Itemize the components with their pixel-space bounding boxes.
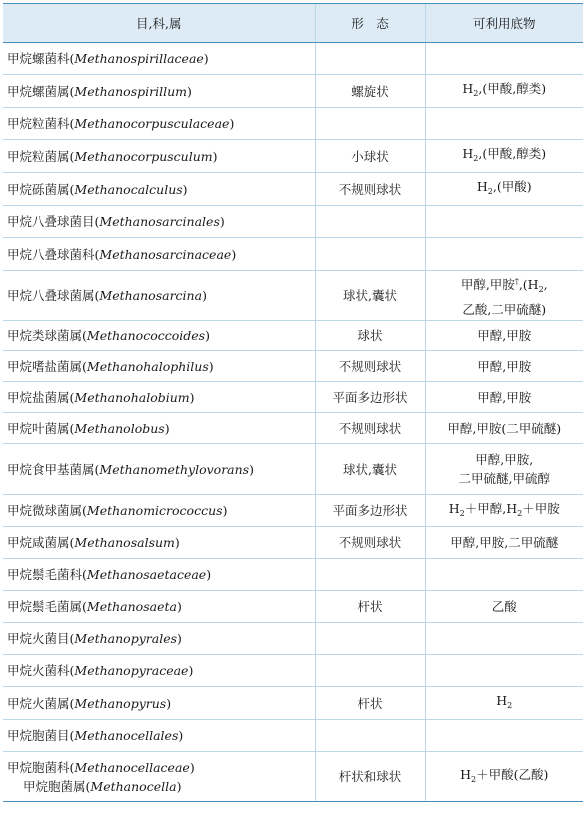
substrate-cell	[425, 206, 583, 238]
table-row	[3, 43, 583, 75]
morphology-cell: 球状,囊状	[315, 444, 425, 495]
taxon-latin: Methanomicrococcus	[86, 503, 223, 518]
taxon-cell: 甲烷粒菌属(Methanocorpusculum)	[3, 140, 315, 173]
table-row	[3, 108, 583, 140]
table-row	[3, 495, 583, 527]
taxon-latin: Methanocorpusculaceae	[74, 116, 230, 131]
taxon-latin: Methanocalculus	[74, 181, 183, 197]
taxon-cell: 甲烷微球菌属(Methanomicrococcus)	[3, 495, 315, 527]
substrate-cell: 甲醇,甲胺, 二甲硫醚,甲硫醇	[425, 444, 583, 495]
taxon-latin: Methanocellales	[74, 728, 179, 743]
taxon-cell: 甲烷嗜盐菌属(Methanohalophilus)	[3, 351, 315, 382]
substrate-cell	[425, 623, 583, 655]
substrate-cell: $H_2$,(甲酸,醇类)	[425, 75, 583, 108]
substrate-cell: 甲醇,甲胺(二甲硫醚)	[425, 413, 583, 444]
taxon-latin: Methanocella	[90, 778, 177, 794]
substrate-cell	[425, 43, 583, 75]
table-row	[3, 271, 583, 321]
taxon-name: 甲烷火菌属	[7, 695, 70, 711]
morphology-cell: 球状,囊状	[315, 271, 425, 321]
morphology-cell	[315, 108, 425, 140]
morphology-cell: 平面多边形状	[315, 382, 425, 413]
morphology-cell	[315, 720, 425, 752]
taxon-latin: Methanohalophilus	[86, 358, 209, 374]
taxon-latin: Methanosaetaceae	[86, 567, 207, 582]
substrate-cell: 甲醇,甲胺	[425, 382, 583, 413]
table-row	[3, 687, 583, 720]
taxon-cell: 甲烷砾菌属(Methanocalculus)	[3, 173, 315, 206]
taxon-cell: 甲烷火菌科(Methanopyraceae)	[3, 655, 315, 687]
substrate-cell	[425, 238, 583, 271]
taxon-cell: 甲烷螺菌属(Methanospirillum)	[3, 75, 315, 108]
taxon-latin: Methanopyrales	[74, 631, 178, 646]
taxon-name: 甲烷胞菌目	[7, 728, 70, 743]
taxon-latin: Methanosarcina	[99, 288, 203, 303]
taxon-cell: 甲烷类球菌属(Methanococcoides)	[3, 321, 315, 351]
substrate-cell: 甲醇,甲胺,二甲硫醚	[425, 527, 583, 559]
taxon-latin: Methanopyrus	[74, 695, 167, 711]
taxon-name: 甲烷螺菌属	[7, 83, 70, 99]
taxon-name: 甲烷粒菌科	[7, 116, 70, 131]
morphology-cell: 平面多边形状	[315, 495, 425, 527]
morphology-cell	[315, 559, 425, 591]
taxon-latin: Methanomethylovorans	[99, 461, 250, 477]
substrate-cell: 甲醇,甲胺$^\dagger,(H_2$, 乙酸,二甲硫醚)	[425, 271, 583, 321]
taxon-cell: 甲烷粒菌科(Methanocorpusculaceae)	[3, 108, 315, 140]
taxon-name: 甲烷火菌目	[7, 631, 70, 646]
taxon-name: 甲烷咸菌属	[7, 535, 70, 550]
taxon-cell: 甲烷叶菌属(Methanolobus)	[3, 413, 315, 444]
taxon-name: 甲烷砾菌属	[7, 181, 70, 197]
morphology-cell	[315, 206, 425, 238]
morphology-cell: 杆状和球状	[315, 752, 425, 802]
taxon-name: 甲烷胞菌科	[7, 759, 70, 775]
taxon-name: 甲烷类球菌属	[7, 328, 83, 343]
taxon-cell: 甲烷胞菌科(Methanocellaceae) 甲烷胞菌属(Methanocella)	[3, 752, 315, 802]
morphology-cell: 不规则球状	[315, 173, 425, 206]
morphology-cell: 不规则球状	[315, 413, 425, 444]
taxon-latin: Methanocellaceae	[74, 759, 190, 775]
table-row	[3, 444, 583, 495]
taxon-name: 甲烷火菌科	[7, 663, 70, 678]
taxon-name: 甲烷螺菌科	[7, 51, 70, 66]
substrate-cell: $H_2$,(甲酸,醇类)	[425, 140, 583, 173]
taxon-name: 甲烷鬃毛菌科	[7, 567, 83, 582]
header-substrate: 可利用底物	[425, 4, 583, 43]
taxon-cell: 甲烷鬃毛菌科(Methanosaetaceae)	[3, 559, 315, 591]
taxon-latin: Methanospirillum	[74, 83, 187, 99]
table-row	[3, 559, 583, 591]
morphology-cell: 小球状	[315, 140, 425, 173]
taxon-latin: Methanococcoides	[86, 328, 206, 343]
morphology-cell: 杆状	[315, 591, 425, 623]
taxon-cell: 甲烷螺菌科(Methanospirillaceae)	[3, 43, 315, 75]
morphology-cell: 杆状	[315, 687, 425, 720]
substrate-cell: 乙酸	[425, 591, 583, 623]
table-row	[3, 623, 583, 655]
table-row	[3, 75, 583, 108]
table-row	[3, 351, 583, 382]
taxon-latin: Methanolobus	[74, 420, 165, 436]
taxon-latin: Methanohalobium	[74, 389, 190, 405]
taxon-name: 甲烷嗜盐菌属	[7, 358, 83, 374]
table-row	[3, 591, 583, 623]
taxon-name: 甲烷八叠球菌目	[7, 214, 95, 229]
table-row	[3, 527, 583, 559]
taxon-latin: Methanosarcinaceae	[99, 246, 232, 262]
taxon-latin: Methanospirillaceae	[74, 51, 204, 66]
taxon-cell: 甲烷八叠球菌科(Methanosarcinaceae)	[3, 238, 315, 271]
table-row	[3, 382, 583, 413]
header-taxon: 目,科,属	[3, 4, 315, 43]
taxon-cell: 甲烷八叠球菌属(Methanosarcina)	[3, 271, 315, 321]
taxon-name: 甲烷食甲基菌属	[7, 461, 95, 477]
taxon-cell: 甲烷火菌属(Methanopyrus)	[3, 687, 315, 720]
taxon-cell: 甲烷盐菌属(Methanohalobium)	[3, 382, 315, 413]
header-morphology: 形 态	[315, 4, 425, 43]
taxon-name: 甲烷八叠球菌属	[7, 288, 95, 303]
table-header-row	[3, 4, 583, 43]
table-row	[3, 720, 583, 752]
table-row	[3, 752, 583, 802]
morphology-cell: 螺旋状	[315, 75, 425, 108]
morphology-cell	[315, 623, 425, 655]
substrate-cell	[425, 108, 583, 140]
taxon-name: 甲烷胞菌属	[23, 778, 86, 794]
substrate-cell: $H_2$,(甲酸)	[425, 173, 583, 206]
taxon-name: 甲烷八叠球菌科	[7, 246, 95, 262]
morphology-cell	[315, 43, 425, 75]
table-row	[3, 140, 583, 173]
taxon-name: 甲烷粒菌属	[7, 148, 70, 164]
table-row	[3, 655, 583, 687]
substrate-cell: 甲醇,甲胺	[425, 321, 583, 351]
taxon-latin: Methanopyraceae	[74, 663, 189, 678]
table-row	[3, 321, 583, 351]
substrate-cell: 甲醇,甲胺	[425, 351, 583, 382]
morphology-cell: 球状	[315, 321, 425, 351]
taxon-cell: 甲烷食甲基菌属(Methanomethylovorans)	[3, 444, 315, 495]
substrate-cell: $H_2$	[425, 687, 583, 720]
morphology-cell: 不规则球状	[315, 527, 425, 559]
taxon-name: 甲烷鬃毛菌属	[7, 599, 83, 614]
substrate-cell	[425, 720, 583, 752]
table-row	[3, 413, 583, 444]
taxon-cell: 甲烷八叠球菌目(Methanosarcinales)	[3, 206, 315, 238]
taxon-name: 甲烷叶菌属	[7, 420, 70, 436]
taxon-cell: 甲烷咸菌属(Methanosalsum)	[3, 527, 315, 559]
taxon-latin: Methanosarcinales	[99, 214, 220, 229]
table-row	[3, 206, 583, 238]
taxon-latin: Methanocorpusculum	[74, 148, 213, 164]
taxonomy-table	[3, 3, 583, 802]
taxon-latin: Methanosaeta	[86, 599, 177, 614]
taxon-name: 甲烷盐菌属	[7, 389, 70, 405]
table-row	[3, 173, 583, 206]
substrate-cell	[425, 655, 583, 687]
substrate-cell: $H_2+$甲醇$,H_2+$甲胺	[425, 495, 583, 527]
morphology-cell	[315, 655, 425, 687]
substrate-cell: $H_2+$甲酸(乙酸)	[425, 752, 583, 802]
taxon-cell: 甲烷鬃毛菌属(Methanosaeta)	[3, 591, 315, 623]
substrate-cell	[425, 559, 583, 591]
table-row	[3, 238, 583, 271]
taxon-cell: 甲烷火菌目(Methanopyrales)	[3, 623, 315, 655]
taxon-cell: 甲烷胞菌目(Methanocellales)	[3, 720, 315, 752]
taxon-latin: Methanosalsum	[74, 535, 175, 550]
morphology-cell	[315, 238, 425, 271]
morphology-cell: 不规则球状	[315, 351, 425, 382]
taxon-name: 甲烷微球菌属	[7, 503, 83, 518]
